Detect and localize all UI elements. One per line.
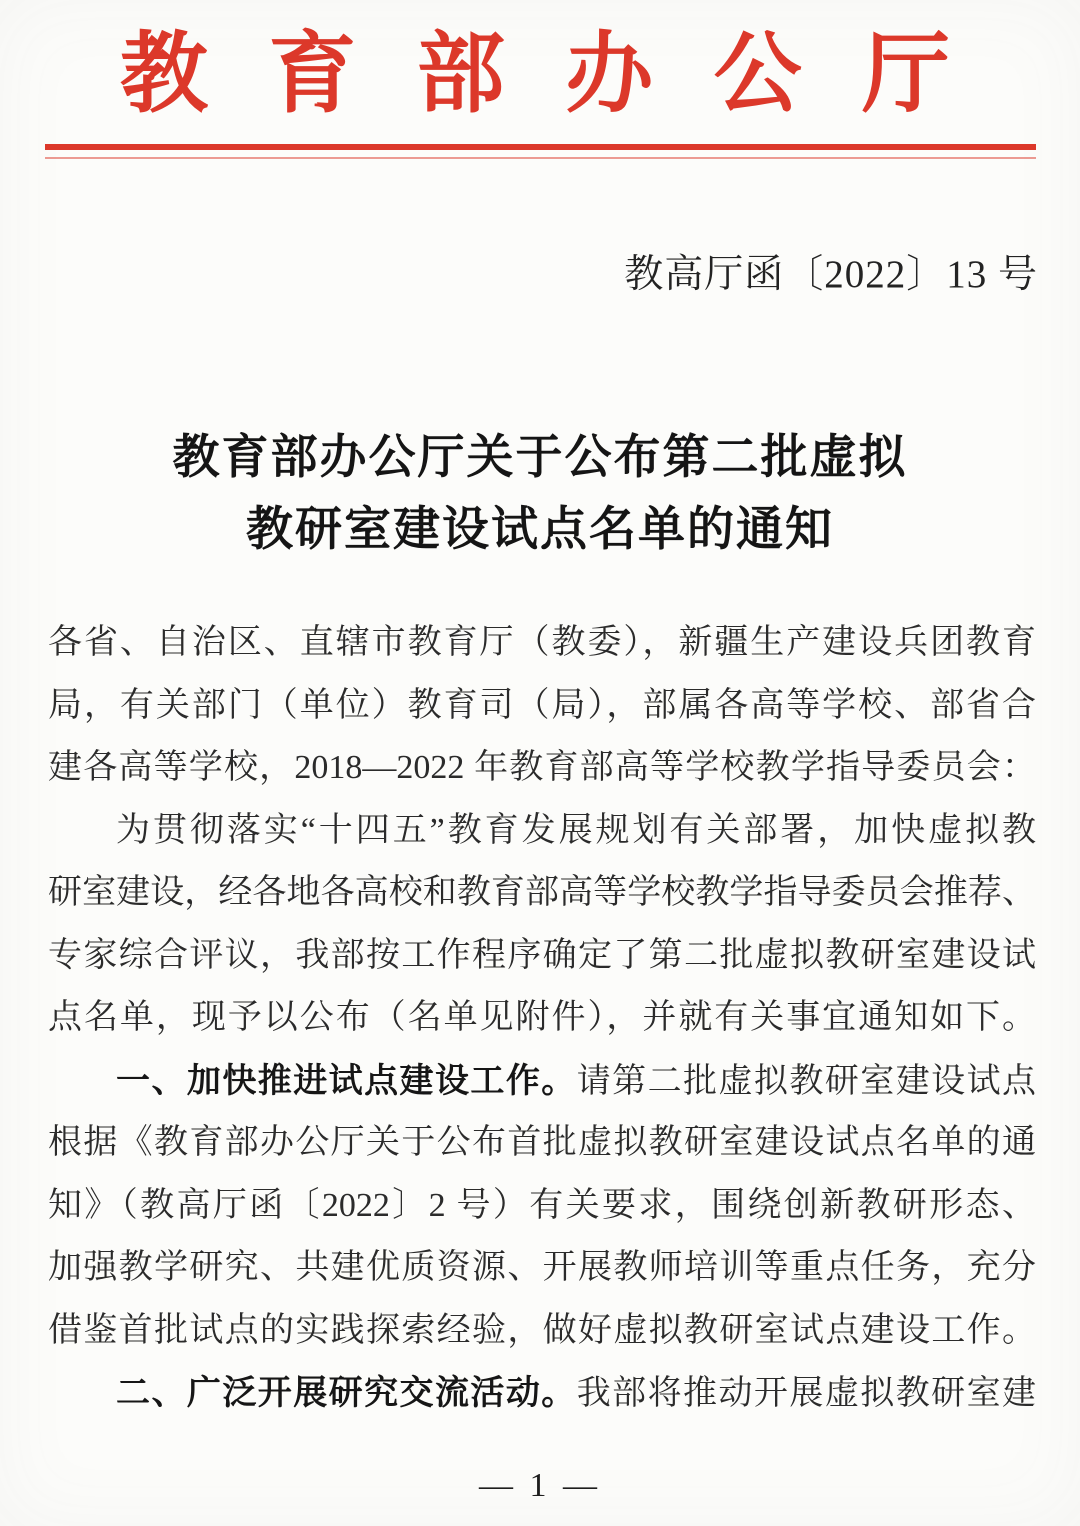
body-line bbox=[48, 1362, 1036, 1425]
document-number: 教高厅函〔2022〕13 号 bbox=[624, 253, 1038, 296]
letterhead-rule-thin bbox=[45, 157, 1036, 159]
section-2-heading: 二、广泛开展研究交流活动。 bbox=[116, 1374, 577, 1412]
letterhead-agency-name: 教育部办公厅 bbox=[120, 27, 950, 124]
body-line: 各省、自治区、直辖市教育厅（教委），新疆生产建设兵团教育 bbox=[48, 624, 1036, 661]
body-line: 根据《教育部办公厅关于公布首批虚拟教研室建设试点名单的通 bbox=[48, 1124, 1036, 1161]
section-1-heading: 一、加快推进试点建设工作。 bbox=[116, 1061, 577, 1100]
section-2-text: 我部将推动开展虚拟教研室建 bbox=[576, 1375, 1037, 1412]
paragraph-addressees bbox=[48, 612, 1036, 800]
paragraph-section-2 bbox=[48, 1362, 1036, 1425]
body-line: 研室建设，经各地各高校和教育部高等学校教学指导委员会推荐、 bbox=[48, 874, 1036, 911]
notice-title-line-1: 教育部办公厅关于公布第二批虚拟 bbox=[172, 432, 908, 484]
body-line: 建各高等学校，2018—2022 年教育部高等学校教学指导委员会： bbox=[48, 749, 1036, 786]
body-line: 加强教学研究、共建优质资源、开展教师培训等重点任务，充分 bbox=[48, 1249, 1036, 1286]
notice-title-line-2: 教研室建设试点名单的通知 bbox=[246, 504, 834, 556]
body-line: 点名单，现予以公布（名单见附件），并就有关事宜通知如下。 bbox=[48, 999, 1036, 1036]
document-body bbox=[48, 612, 1036, 1425]
body-line: 为贯彻落实“十四五”教育发展规划有关部署，加快虚拟教 bbox=[116, 811, 1036, 849]
body-line: 借鉴首批试点的实践探索经验，做好虚拟教研室试点建设工作。 bbox=[48, 1311, 1036, 1349]
body-line: 局，有关部门（单位）教育司（局），部属各高等学校、部省合 bbox=[48, 686, 1036, 724]
notice-title bbox=[0, 422, 1080, 566]
page-number: — 1 — bbox=[479, 1467, 601, 1504]
section-1-text: 请第二批虚拟教研室建设试点 bbox=[576, 1062, 1037, 1100]
body-line bbox=[48, 1050, 1036, 1113]
body-line: 专家综合评议，我部按工作程序确定了第二批虚拟教研室建设试 bbox=[48, 936, 1036, 974]
paragraph-section-1 bbox=[48, 1050, 1036, 1363]
letterhead-rule-thick bbox=[45, 144, 1036, 150]
body-line: 知》（教高厅函〔2022〕2 号）有关要求，围绕创新教研形态、 bbox=[48, 1186, 1036, 1224]
paragraph-intro bbox=[48, 800, 1036, 1050]
